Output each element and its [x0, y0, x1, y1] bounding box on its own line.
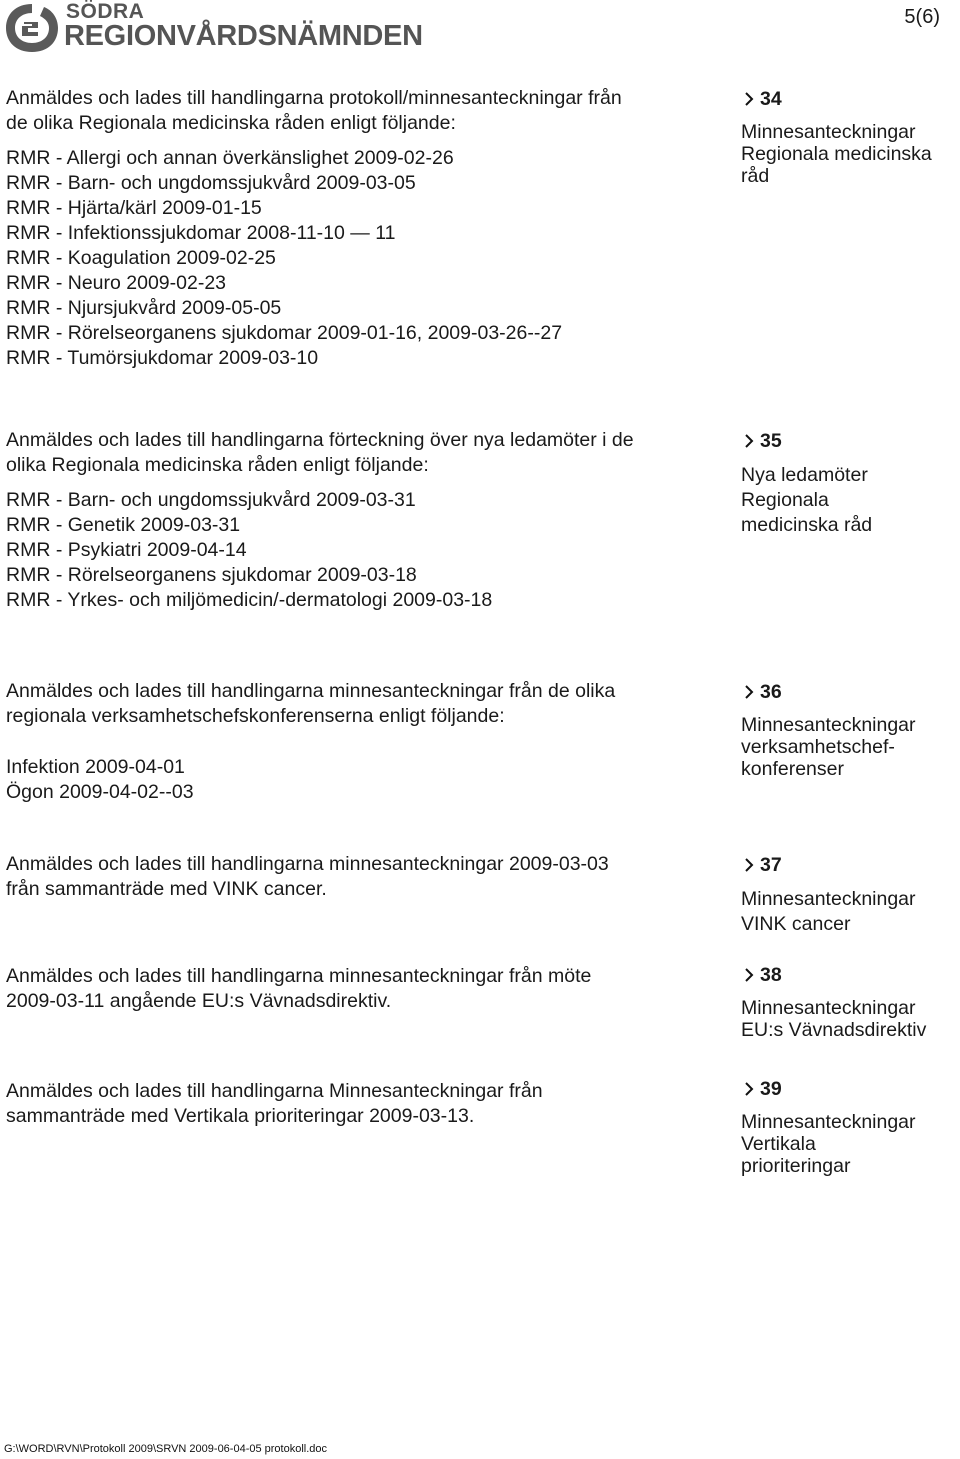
paragraph-number-text: 38	[760, 964, 782, 986]
section-intro-line: från sammanträde med VINK cancer.	[6, 878, 327, 900]
page-number: 5(6)	[904, 6, 940, 28]
section-intro-line: Anmäldes och lades till handlingarna minnesanteckningar från möte	[6, 965, 592, 987]
margin-note-text	[741, 121, 960, 187]
list-item: RMR - Rörelseorganens sjukdomar 2009-01-16, 2009-03-26--27	[6, 322, 563, 344]
paragraph-mark-icon	[742, 92, 756, 106]
list-item: Infektion 2009-04-01	[6, 756, 185, 778]
margin-note-line: Regionala medicinska	[741, 143, 932, 165]
paragraph-number	[741, 681, 960, 703]
section-intro-line: Anmäldes och lades till handlingarna minnesanteckningar 2009-03-03	[6, 853, 609, 875]
margin-note-line: Nya ledamöter	[741, 464, 868, 486]
list-item: RMR - Infektionssjukdomar 2008-11-10 — 11	[6, 222, 396, 244]
paragraph-number-text: 35	[760, 430, 782, 452]
margin-note-text	[741, 1111, 960, 1177]
paragraph-number	[741, 88, 960, 110]
margin-note-text	[741, 714, 960, 780]
paragraph-mark-icon	[742, 1082, 756, 1096]
section-intro-line: Anmäldes och lades till handlingarna Minnesanteckningar från	[6, 1080, 543, 1102]
section-intro-line: regionala verksamhetschefskonferenserna enligt följande:	[6, 705, 505, 727]
margin-note-line: råd	[741, 165, 770, 187]
list-item: RMR - Yrkes- och miljömedicin/-dermatologi 2009-03-18	[6, 589, 493, 611]
section-38-margin-note	[741, 964, 960, 1041]
list-item: Ögon 2009-04-02--03	[6, 781, 194, 803]
section-intro-line: de olika Regionala medicinska råden enligt följande:	[6, 112, 456, 134]
footer-file-path: G:\WORD\RVN\Protokoll 2009\SRVN 2009-06-04-05 protokoll.doc	[4, 1443, 328, 1455]
list-item: RMR - Neuro 2009-02-23	[6, 272, 227, 294]
margin-note-line: prioriteringar	[741, 1155, 851, 1177]
logo-top-text: SÖDRA	[66, 0, 145, 23]
margin-note-line: Regionala	[741, 489, 829, 511]
section-36-body	[6, 679, 716, 805]
rmr-list	[6, 488, 716, 613]
rmr-list	[6, 146, 716, 371]
margin-note-line: Vertikala	[741, 1133, 816, 1155]
paragraph-number	[741, 1078, 960, 1100]
margin-note-line: Minnesanteckningar	[741, 997, 916, 1019]
list-item: RMR - Genetik 2009-03-31	[6, 514, 241, 536]
margin-note-line: Minnesanteckningar	[741, 714, 916, 736]
list-item: RMR - Hjärta/kärl 2009-01-15	[6, 197, 262, 219]
margin-note-line: EU:s Vävnadsdirektiv	[741, 1019, 927, 1041]
paragraph-number-text: 39	[760, 1078, 782, 1100]
paragraph-number	[741, 854, 960, 876]
paragraph-mark-icon	[742, 434, 756, 448]
list-item: RMR - Njursjukvård 2009-05-05	[6, 297, 282, 319]
paragraph-number	[741, 430, 960, 452]
list-item: RMR - Allergi och annan överkänslighet 2009-02-26	[6, 147, 454, 169]
section-34-margin-note	[741, 88, 960, 187]
section-intro-line: Anmäldes och lades till handlingarna minnesanteckningar från de olika	[6, 680, 616, 702]
list-item: RMR - Barn- och ungdomssjukvård 2009-03-31	[6, 489, 416, 511]
section-intro-line: Anmäldes och lades till handlingarna förteckning över nya ledamöter i de	[6, 429, 634, 451]
paragraph-mark-icon	[742, 858, 756, 872]
conference-list	[6, 755, 716, 805]
section-35-body	[6, 428, 716, 613]
section-39-body	[6, 1079, 716, 1129]
margin-note-line: konferenser	[741, 758, 844, 780]
list-item: RMR - Tumörsjukdomar 2009-03-10	[6, 347, 319, 369]
margin-note-line: VINK cancer	[741, 913, 851, 935]
margin-note-text	[741, 997, 960, 1041]
section-36-margin-note	[741, 681, 960, 780]
section-intro-line: olika Regionala medicinska råden enligt följande:	[6, 454, 429, 476]
list-item: RMR - Barn- och ungdomssjukvård 2009-03-05	[6, 172, 416, 194]
margin-note-line: Minnesanteckningar	[741, 888, 916, 910]
logo-emblem-icon	[4, 2, 60, 54]
margin-note-line: Minnesanteckningar	[741, 1111, 916, 1133]
paragraph-number	[741, 964, 960, 986]
section-39-margin-note	[741, 1078, 960, 1177]
paragraph-number-text: 36	[760, 681, 782, 703]
section-34-body	[6, 86, 716, 371]
section-37-body	[6, 852, 716, 902]
margin-note-text	[741, 887, 960, 937]
list-item: RMR - Psykiatri 2009-04-14	[6, 539, 247, 561]
margin-note-line: medicinska råd	[741, 514, 873, 536]
section-intro-line: 2009-03-11 angående EU:s Vävnadsdirektiv.	[6, 990, 392, 1012]
section-intro-line: Anmäldes och lades till handlingarna protokoll/minnesanteckningar från	[6, 87, 622, 109]
organization-logo	[4, 0, 423, 56]
section-35-margin-note	[741, 430, 960, 538]
logo-main-text: REGIONVÅRDSNÄMNDEN	[64, 20, 423, 52]
list-item: RMR - Rörelseorganens sjukdomar 2009-03-18	[6, 564, 417, 586]
section-37-margin-note	[741, 854, 960, 937]
margin-note-text	[741, 463, 960, 538]
margin-note-line: Minnesanteckningar	[741, 121, 916, 143]
section-38-body	[6, 964, 716, 1014]
section-intro-line: sammanträde med Vertikala prioriteringar 2009-03-13.	[6, 1105, 475, 1127]
paragraph-mark-icon	[742, 968, 756, 982]
paragraph-number-text: 34	[760, 88, 782, 110]
margin-note-line: verksamhetschef-	[741, 736, 895, 758]
paragraph-mark-icon	[742, 685, 756, 699]
paragraph-number-text: 37	[760, 854, 782, 876]
list-item: RMR - Koagulation 2009-02-25	[6, 247, 276, 269]
